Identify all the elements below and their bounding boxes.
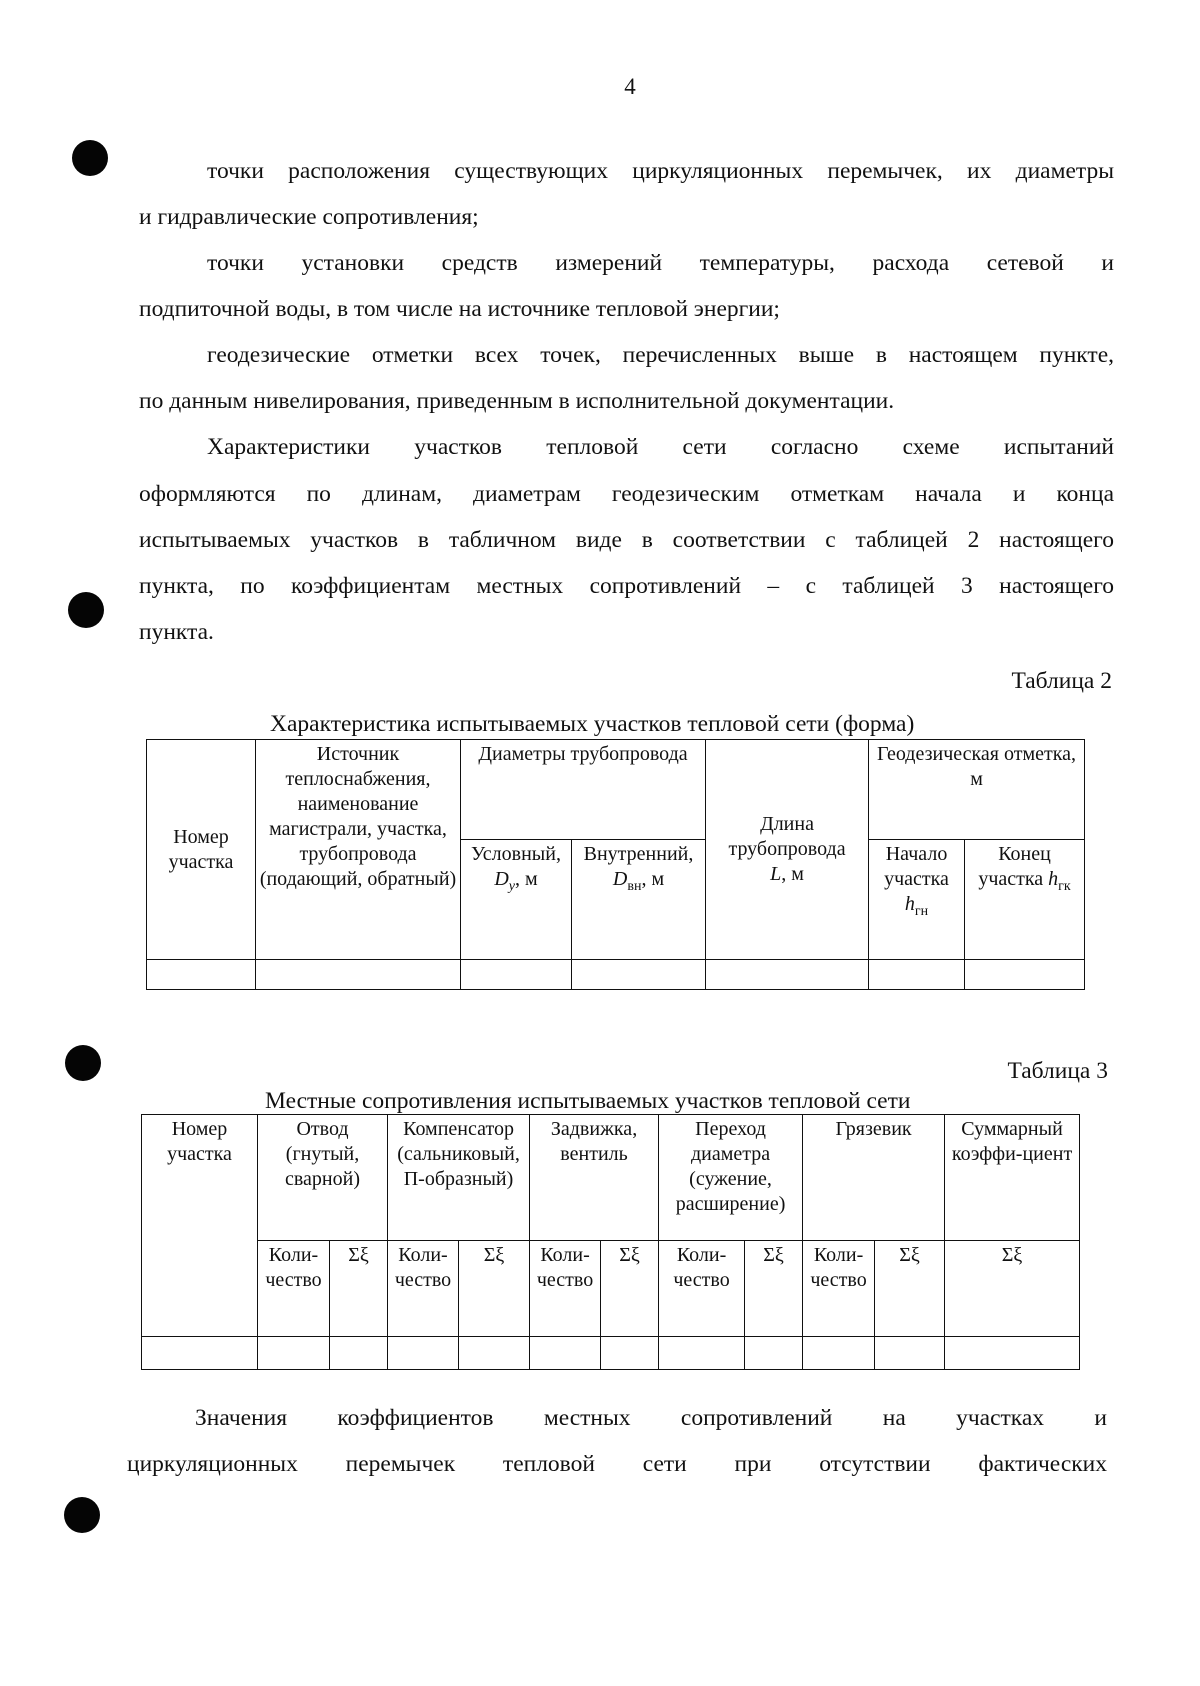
table-3-header-compensator: Компенсатор (сальниковый, П-образный) [388, 1115, 530, 1241]
table-3-header-total-sum: Σξ [945, 1241, 1080, 1337]
punch-hole-2 [68, 592, 104, 628]
table-3-header-mudtrap: Грязевик [803, 1115, 945, 1241]
table-2-header-inner [572, 840, 706, 960]
table-3-header-transition-count: Коли-чество [659, 1241, 745, 1337]
paragraph-4-line-3: испытываемых участков в табличном виде в соответствии с таблицей 2 настоящего [139, 527, 1114, 553]
paragraph-2-line-2: подпиточной воды, в том числе на источнике тепловой энергии; [139, 296, 780, 322]
table-2-header-start-label: Начало участка [884, 843, 949, 890]
paragraph-2-line-1: точки установки средств измерений температуры, расхода сетевой и [207, 250, 1114, 276]
table-3-header-transition: Переход диаметра (сужение, расширение) [659, 1115, 803, 1241]
paragraph-4-line-1: Характеристики участков тепловой сети согласно схеме испытаний [207, 434, 1114, 460]
table-2-header-number: Номер участка [147, 740, 256, 960]
table-2-header-end-symbol: h [1048, 868, 1059, 890]
table-2-caption: Характеристика испытываемых участков тепловой сети (форма) [270, 711, 915, 737]
table-3-header-valve: Задвижка, вентиль [530, 1115, 659, 1241]
table-2-cell [572, 960, 706, 990]
table-2-header-length-label: Длина трубопровода [728, 813, 846, 860]
table-3-header-transition-sum: Σξ [745, 1241, 803, 1337]
paragraph-4-line-4: пункта, по коэффициентам местных сопротивлений – с таблицей 3 настоящего [139, 573, 1114, 599]
table-2-header-start [869, 840, 965, 960]
table-3-caption: Местные сопротивления испытываемых участков тепловой сети [265, 1088, 911, 1114]
page-number: 4 [624, 74, 636, 99]
table-3-cell [601, 1337, 659, 1370]
paragraph-1-line-1: точки расположения существующих циркуляционных перемычек, их диаметры [207, 158, 1114, 184]
paragraph-5-line-1: Значения коэффициентов местных сопротивлений на участках и [195, 1405, 1107, 1431]
table-3-header-bend-count: Коли-чество [258, 1241, 330, 1337]
table-2-header-source: Источник теплоснабжения, наименование магистрали, участка, трубопровода (подающий, обратный) [256, 740, 461, 960]
table-2-header-nominal-subscript: у [508, 879, 515, 894]
paragraph-3-line-1: геодезические отметки всех точек, перечисленных выше в настоящем пункте, [207, 342, 1114, 368]
table-3-label: Таблица 3 [1007, 1058, 1108, 1084]
table-2-header-end-subscript: гк [1058, 879, 1071, 894]
paragraph-1-line-2: и гидравлические сопротивления; [139, 204, 479, 230]
table-2-header-start-symbol: h [904, 893, 915, 915]
table-3-cell [330, 1337, 388, 1370]
table-3 [141, 1114, 1080, 1370]
table-2-cell [965, 960, 1085, 990]
table-2-cell [461, 960, 572, 990]
table-3-cell [875, 1337, 945, 1370]
paragraph-5-line-2: циркуляционных перемычек тепловой сети при отсутствии фактических [127, 1451, 1107, 1477]
table-2-cell [869, 960, 965, 990]
table-2-cell [147, 960, 256, 990]
table-3-header-mudtrap-count: Коли-чество [803, 1241, 875, 1337]
table-2-header-length-unit: , м [781, 863, 804, 885]
table-2-row [147, 960, 1085, 990]
table-3-cell [745, 1337, 803, 1370]
table-2-header-end [965, 840, 1085, 960]
paragraph-4-line-5: пункта. [139, 619, 214, 645]
punch-hole-3 [65, 1045, 101, 1081]
table-2-header-inner-symbol: D [612, 868, 628, 890]
table-3-header-compensator-sum: Σξ [459, 1241, 530, 1337]
table-3-header-bend-sum: Σξ [330, 1241, 388, 1337]
paragraph-4-line-2: оформляются по длинам, диаметрам геодезическим отметкам начала и конца [139, 481, 1114, 507]
table-3-header-bend: Отвод (гнутый, сварной) [258, 1115, 388, 1241]
table-3-header-valve-sum: Σξ [601, 1241, 659, 1337]
table-3-header-mudtrap-sum: Σξ [875, 1241, 945, 1337]
table-2-cell [256, 960, 461, 990]
table-3-cell [142, 1337, 258, 1370]
table-2-header-inner-label: Внутренний, [583, 843, 694, 865]
table-2-header-end-label: Конец участка [978, 843, 1051, 890]
table-3-cell [258, 1337, 330, 1370]
table-2-header-inner-unit: , м [641, 868, 665, 890]
table-3-cell [803, 1337, 875, 1370]
table-2-header-geodetic: Геодезическая отметка, м [869, 740, 1085, 840]
punch-hole-4 [64, 1497, 100, 1533]
table-2 [146, 739, 1085, 990]
table-3-cell [388, 1337, 459, 1370]
table-2-header-nominal-unit: , м [515, 868, 538, 890]
table-3-cell [945, 1337, 1080, 1370]
punch-hole-1 [72, 140, 108, 176]
table-3-cell [659, 1337, 745, 1370]
table-3-header-compensator-count: Коли-чество [388, 1241, 459, 1337]
table-3-row [142, 1337, 1080, 1370]
table-2-header-nominal [461, 840, 572, 960]
table-2-header-nominal-symbol: D [494, 868, 509, 890]
table-3-cell [459, 1337, 530, 1370]
table-3-cell [530, 1337, 601, 1370]
table-2-header-inner-subscript: вн [627, 879, 642, 894]
table-3-header-valve-count: Коли-чество [530, 1241, 601, 1337]
table-2-header-start-subscript: гн [914, 904, 929, 919]
paragraph-3-line-2: по данным нивелирования, приведенным в исполнительной документации. [139, 388, 895, 414]
table-2-header-diameters: Диаметры трубопровода [461, 740, 706, 840]
table-3-header-total: Суммарный коэффи-циент [945, 1115, 1080, 1241]
table-2-cell [706, 960, 869, 990]
table-2-header-nominal-label: Условный, [471, 843, 561, 865]
table-2-label: Таблица 2 [1011, 668, 1112, 694]
table-2-header-length [706, 740, 869, 960]
table-3-header-number: Номер участка [142, 1115, 258, 1337]
table-2-header-length-symbol: L [770, 863, 782, 885]
